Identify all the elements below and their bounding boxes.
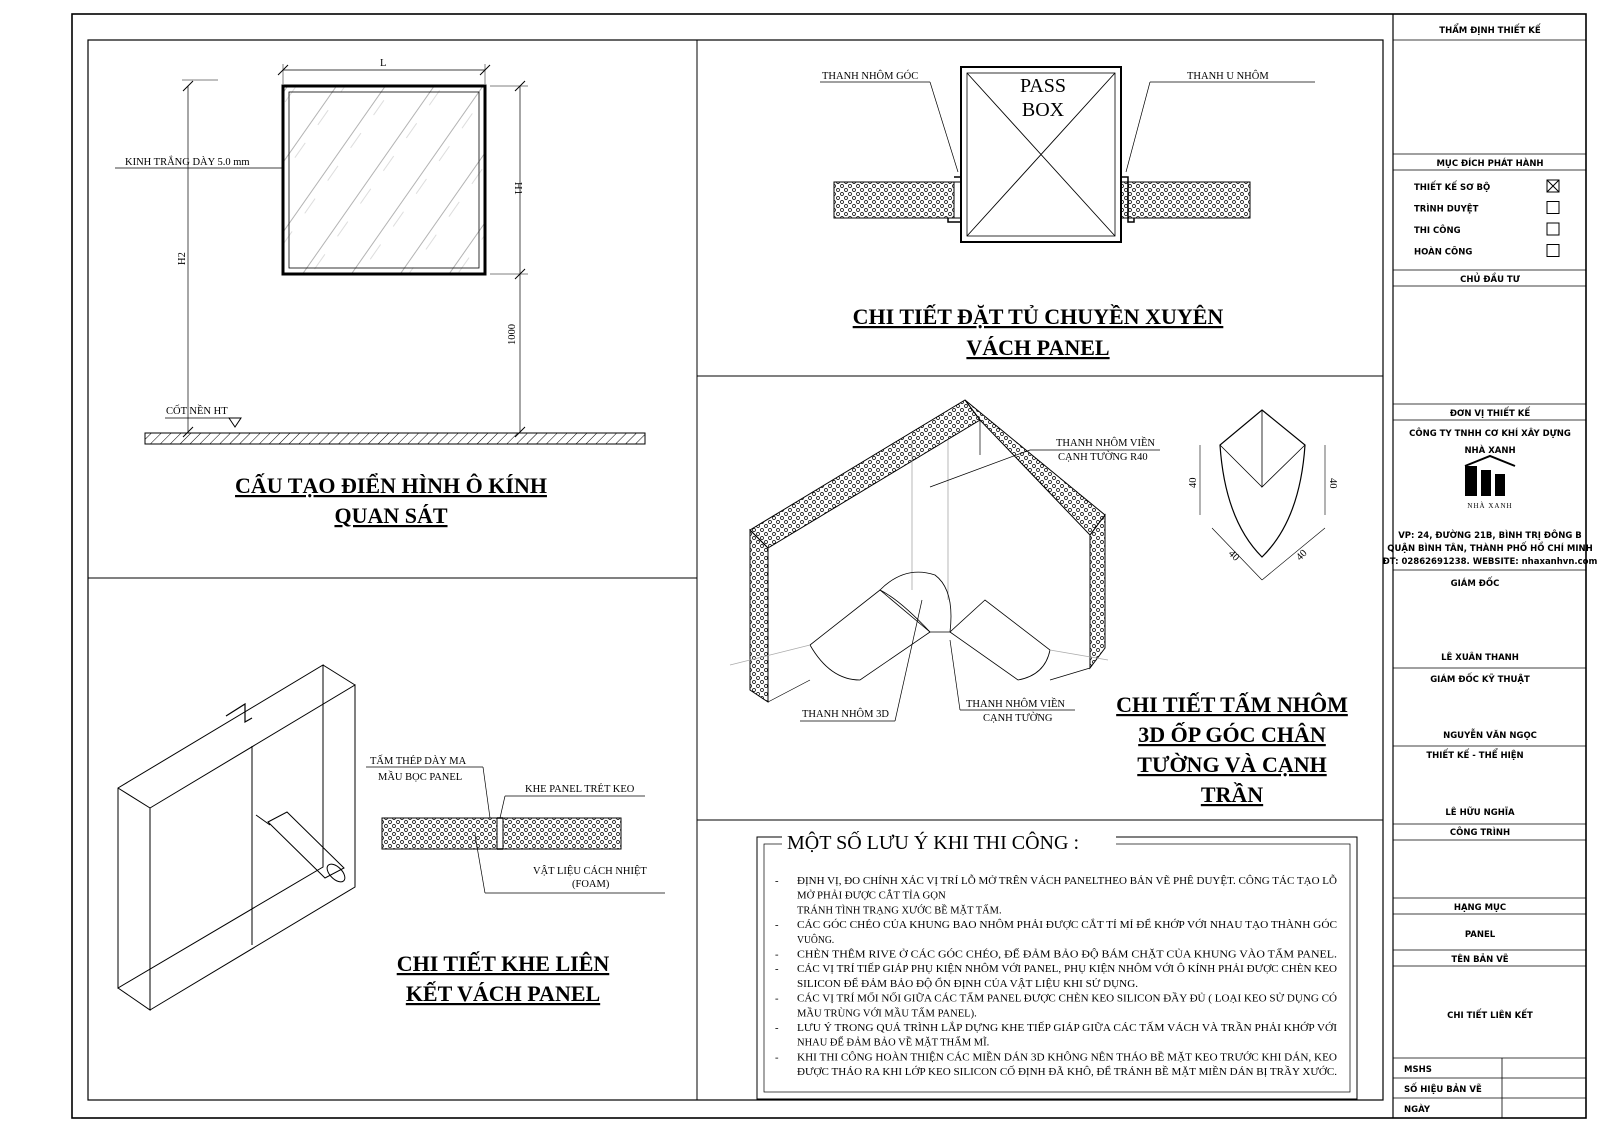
tb-options [1414, 180, 1559, 258]
label-steel-line1: TẤM THÉP DÀY MA [370, 756, 467, 767]
dim-40-c: 40 [1225, 548, 1242, 564]
joint-title-line2: KẾT VÁCH PANEL [405, 981, 601, 1006]
tb-drawing-no: SỐ HIỆU BẢN VẼ [1404, 1085, 1482, 1095]
panel-joint-detail [118, 665, 665, 1010]
corner-title-line4: TRẦN [1200, 782, 1264, 807]
dim-H1: H1 [512, 182, 523, 195]
tb-investor: CHỦ ĐẦU TƯ [1460, 275, 1520, 285]
note-line: CÁC GÓC CHÉO CỦA KHUNG BAO NHÔM PHẢI ĐƯỢC CẮT TỈ MỈ ĐỂ KHỚP VỚI NHAU TẠO THÀNH GÓC [797, 920, 1305, 932]
notes-heading: MỘT SỐ LƯU Ý KHI THI CÔNG : [787, 832, 1080, 854]
label-foam-line1: VẬT LIỆU CÁCH NHIỆT [533, 866, 647, 877]
tb-drawing-name-label: TÊN BẢN VẼ [1451, 955, 1509, 965]
note-line: ĐƯỢC THÁO RA KHI LỚP KEO SILICON CỐ ĐỊNH ĐÃ KHÔ, ĐỂ TRÁNH BỀ MẶT MIỀN DÁN BỊ TRẦY XƯỚC. [797, 1067, 1315, 1079]
tb-director-name: LÊ XUÂN THANH [1441, 653, 1519, 663]
tb-designer-title: THIẾT KẾ - THỂ HIỆN [1426, 751, 1524, 761]
note-line: KHI THI CÔNG HOÀN THIỆN CÁC MIỀN DÁN 3D KHÔNG NÊN THÁO BỀ MẶT KEO TRƯỚC KHI DÁN, KEO [797, 1052, 1309, 1064]
note-line: MẦU TRÙNG VỚI MẦU TẤM PANEL). [797, 1008, 978, 1020]
tb-date: NGÀY [1404, 1105, 1431, 1115]
tb-address-line1: VP: 24, ĐƯỜNG 21B, BÌNH TRỊ ĐÔNG B [1398, 531, 1582, 541]
option-label: TRÌNH DUYỆT [1414, 204, 1479, 215]
option-checkbox[interactable] [1547, 245, 1559, 257]
tb-appraisal: THẨM ĐỊNH THIẾT KẾ [1439, 26, 1541, 36]
label-r40-line1: THANH NHÔM VIỀN [1056, 438, 1155, 449]
note-line: TRÁNH TÌNH TRẠNG XƯỚC BỀ MẶT TẤM. [797, 905, 1005, 917]
checkbox-check-mark [1547, 180, 1559, 192]
note-line: MỞ PHẢI ĐƯỢC CẮT TỈA GỌN [797, 890, 944, 902]
tb-category-value: PANEL [1464, 930, 1496, 940]
tb-address-line2: QUẬN BÌNH TÂN, THÀNH PHỐ HỒ CHÍ MINH [1387, 544, 1593, 554]
label-gap: KHE PANEL TRÉT KEO [525, 784, 635, 795]
passbox-label-line1: PASS [1020, 75, 1066, 97]
observation-window-detail [115, 58, 645, 528]
label-r40-line2: CẠNH TƯỜNG R40 [1058, 452, 1148, 463]
tb-address-line3: ĐT: 02862691238. WEBSITE: nhaxanhvn.com [1382, 557, 1598, 567]
dim-1000: 1000 [507, 324, 518, 345]
dim-40-d: 40 [1294, 547, 1310, 564]
construction-notes [757, 830, 1357, 1099]
tb-category-label: HẠNG MỤC [1453, 903, 1507, 913]
corner-title-line1: CHI TIẾT TẤM NHÔM [1116, 692, 1348, 717]
note-line: CHÈN THÊM RIVE Ở CÁC GÓC CHÉO, ĐỂ ĐẢM BẢO ĐỘ BÁM CHẶT CỦA KHUNG VÀO TẤM PANEL. [797, 949, 1280, 961]
label-floor: CỐT NỀN HT [166, 406, 228, 417]
note-bullet: - [775, 964, 779, 976]
note-line: NHAU ĐỂ ĐẢM BẢO VỀ MẶT THẨM MĨ. [797, 1037, 992, 1049]
note-bullet: - [775, 920, 779, 932]
note-line: ĐỊNH VỊ, ĐO CHÍNH XÁC VỊ TRÍ LỖ MỞ TRÊN VÁCH PANELTHEO BẢN VẼ PHÊ DUYỆT. CÔNG TÁC TẠO LỖ [797, 876, 1317, 887]
corner-title-line2: 3D ỐP GÓC CHÂN [1138, 722, 1326, 747]
note-bullet: - [775, 949, 779, 961]
note-line: SILICON ĐỂ ĐẢM BẢO ĐỘ ỔN ĐỊNH CỦA VẬT LIỆU KHI SỬ DỤNG. [797, 978, 1123, 990]
note-bullet: - [775, 1052, 779, 1064]
label-edge-line2: CẠNH TƯỜNG [983, 713, 1053, 724]
option-label: THIẾT KẾ SƠ BỘ [1414, 183, 1491, 193]
passbox-title-line1: CHI TIẾT ĐẶT TỦ CHUYỀN XUYÊN [852, 304, 1224, 329]
tb-company-line2: NHÀ XANH [1464, 446, 1516, 456]
corner-3d-detail [730, 400, 1348, 807]
note-line: VUÔNG. [797, 934, 838, 946]
passbox-title-line2: VÁCH PANEL [966, 335, 1110, 360]
notes-lines [775, 874, 1337, 1078]
corner-title-line3: TƯỜNG VÀ CẠNH [1137, 752, 1327, 777]
tb-design-unit: ĐƠN VỊ THIẾT KẾ [1449, 409, 1531, 419]
title-block [1383, 14, 1598, 1118]
observation-title-line2: QUAN SÁT [334, 503, 448, 528]
dim-40-a: 40 [1188, 477, 1199, 488]
note-bullet: - [775, 993, 779, 1005]
logo-caption: NHÀ XANH [1467, 502, 1513, 510]
company-logo [1465, 456, 1515, 510]
tb-mshs: MSHS [1404, 1065, 1432, 1075]
dim-40-b: 40 [1327, 478, 1338, 489]
observation-title-line1: CẤU TẠO ĐIỂN HÌNH Ô KÍNH [235, 473, 547, 498]
tb-company-line1: CÔNG TY TNHH CƠ KHÍ XÂY DỰNG [1409, 429, 1571, 439]
joint-title-line1: CHI TIẾT KHE LIÊN [396, 951, 610, 976]
option-label: HOÀN CÔNG [1414, 247, 1473, 258]
tb-purpose: MỤC ĐÍCH PHÁT HÀNH [1436, 159, 1544, 169]
note-bullet: - [775, 876, 779, 887]
note-bullet: - [775, 1023, 779, 1034]
label-steel-line2: MẦU BỌC PANEL [378, 772, 463, 783]
option-checkbox[interactable] [1547, 223, 1559, 235]
option-checkbox[interactable] [1547, 202, 1559, 214]
note-line: CÁC VỊ TRÍ TIẾP GIÁP PHỤ KIỆN NHÔM VỚI PANEL, PHỤ KIỆN NHÔM VỚI Ô KÍNH PHẢI ĐƯỢC CHÈN KEO [797, 964, 1314, 976]
label-u-aluminum: THANH U NHÔM [1187, 71, 1269, 82]
tb-director-title: GIÁM ĐỐC [1450, 579, 1500, 589]
dim-H2: H2 [177, 252, 188, 265]
passbox-detail [820, 67, 1315, 360]
tb-tech-director-title: GIÁM ĐỐC KỸ THUẬT [1430, 675, 1530, 685]
label-foam-line2: (FOAM) [572, 879, 610, 890]
note-line: CÁC VỊ TRÍ MỐI NỐI GIỮA CÁC TẤM PANEL ĐƯỢC CHÈN KEO SILICON ĐẦY ĐỦ ( LOẠI KEO SỬ DỤNG CÓ [797, 993, 1315, 1005]
tb-designer-name: LÊ HỮU NGHĨA [1445, 808, 1515, 818]
dim-L: L [380, 58, 387, 69]
label-3d-bar: THANH NHÔM 3D [802, 709, 889, 720]
tb-project: CÔNG TRÌNH [1449, 828, 1511, 838]
passbox-label-line2: BOX [1021, 99, 1065, 121]
note-line: LƯU Ý TRONG QUÁ TRÌNH LẮP DỰNG KHE TIẾP GIÁP GIỮA CÁC TẤM VÁCH VÀ TRẦN PHẢI KHỚP VỚI [797, 1023, 1302, 1034]
tb-drawing-name-value: CHI TIẾT LIÊN KẾT [1447, 1011, 1533, 1021]
label-edge-line1: THANH NHÔM VIỀN [966, 699, 1065, 710]
option-label: THI CÔNG [1414, 226, 1461, 236]
tb-tech-director-name: NGUYỄN VĂN NGỌC [1443, 731, 1537, 741]
label-aluminum-angle: THANH NHÔM GÓC [822, 71, 919, 82]
label-glass: KINH TRẮNG DÀY 5.0 mm [125, 157, 250, 168]
